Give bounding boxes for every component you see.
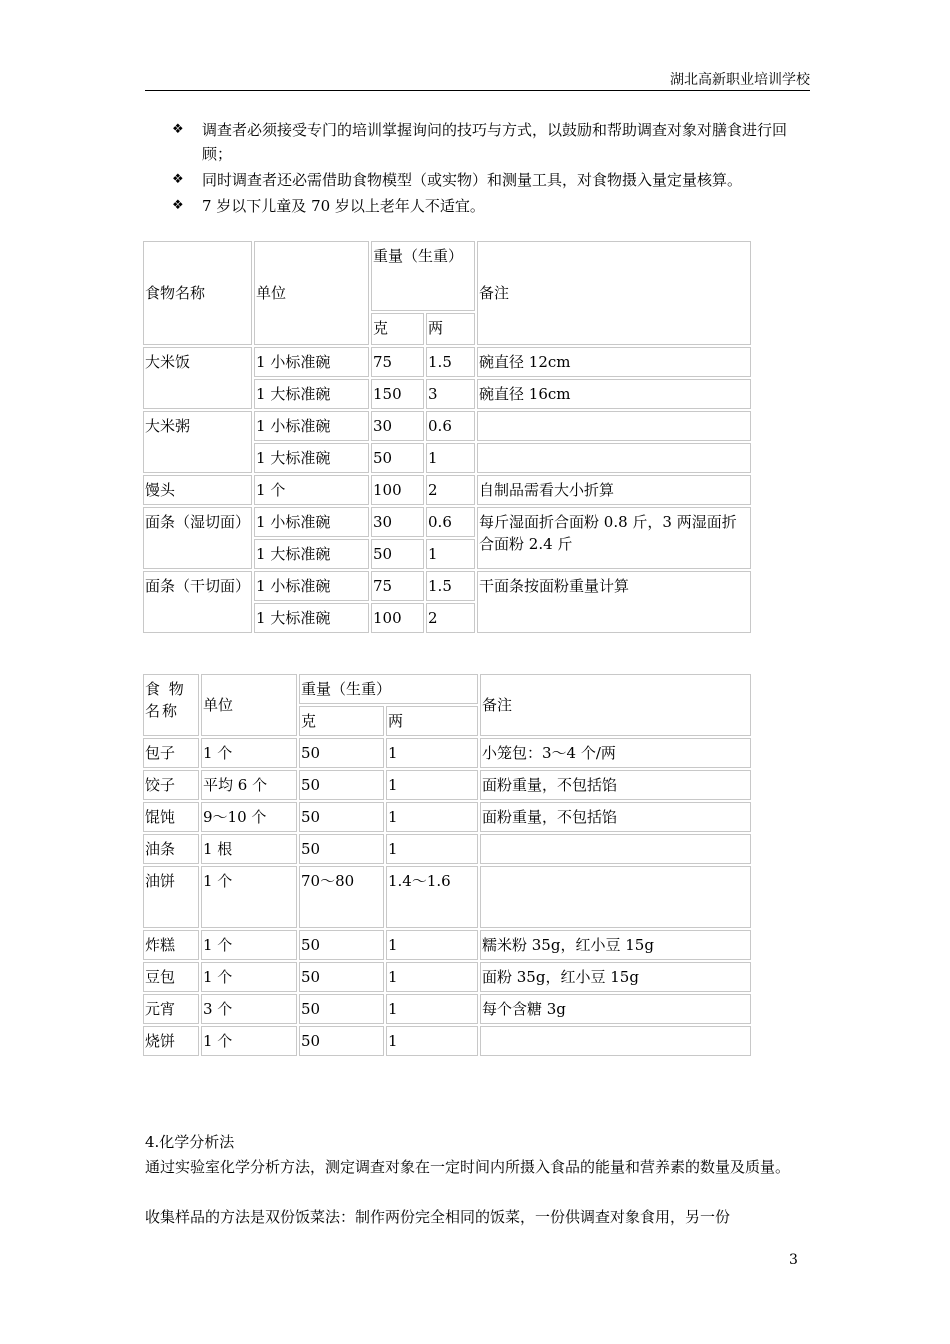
cell-unit: 平均 6 个 xyxy=(201,770,297,800)
cell-liang: 1 xyxy=(386,1026,478,1056)
cell-unit: 1 个 xyxy=(254,475,369,505)
table-row xyxy=(143,347,751,377)
cell-gram: 50 xyxy=(299,802,384,832)
cell-liang: 1.5 xyxy=(426,571,475,601)
diamond-bullet-icon: ❖ xyxy=(172,172,184,187)
table-header-row xyxy=(143,674,751,704)
table-header-row xyxy=(143,241,751,311)
cell-unit: 9～10 个 xyxy=(201,802,297,832)
cell-gram: 50 xyxy=(299,962,384,992)
cell-gram: 50 xyxy=(371,539,424,569)
cell-liang: 1 xyxy=(386,962,478,992)
diamond-bullet-icon: ❖ xyxy=(172,122,184,137)
table-row xyxy=(143,770,751,800)
cell-unit: 1 小标准碗 xyxy=(254,571,369,601)
table-row xyxy=(143,962,751,992)
cell-unit: 1 大标准碗 xyxy=(254,379,369,409)
cell-note: 每个含糖 3g xyxy=(480,994,751,1024)
cell-liang: 0.6 xyxy=(426,507,475,537)
cell-unit: 3 个 xyxy=(201,994,297,1024)
paragraph: 收集样品的方法是双份饭菜法：制作两份完全相同的饭菜，一份供调查对象食用，另一份 xyxy=(145,1208,731,1226)
table-row xyxy=(143,866,751,928)
cell-liang: 3 xyxy=(426,379,475,409)
cell-note xyxy=(480,834,751,864)
page-header xyxy=(145,72,810,91)
cell-gram: 75 xyxy=(371,347,424,377)
table-row xyxy=(143,802,751,832)
bullet-item xyxy=(170,194,810,218)
cell-food-name: 饺子 xyxy=(143,770,199,800)
food-portion-table-2 xyxy=(141,672,753,1058)
cell-note: 面粉 35g，红小豆 15g xyxy=(480,962,751,992)
cell-gram: 100 xyxy=(371,475,424,505)
cell-food-name: 馄饨 xyxy=(143,802,199,832)
cell-gram: 150 xyxy=(371,379,424,409)
table-row xyxy=(143,507,751,537)
header-gram: 克 xyxy=(299,706,384,736)
cell-unit: 1 个 xyxy=(201,738,297,768)
table-row xyxy=(143,1026,751,1056)
cell-liang: 1 xyxy=(386,738,478,768)
header-food-name: 食物名称 xyxy=(143,241,252,345)
cell-liang: 1 xyxy=(386,834,478,864)
cell-gram: 50 xyxy=(371,443,424,473)
cell-gram: 30 xyxy=(371,507,424,537)
bullet-list xyxy=(170,118,810,220)
header-liang: 两 xyxy=(426,313,475,345)
cell-liang: 1 xyxy=(386,930,478,960)
cell-note: 糯米粉 35g，红小豆 15g xyxy=(480,930,751,960)
cell-gram: 75 xyxy=(371,571,424,601)
cell-note xyxy=(480,1026,751,1056)
cell-food-name: 面条（干切面） xyxy=(143,571,252,633)
cell-unit: 1 大标准碗 xyxy=(254,539,369,569)
table-row xyxy=(143,738,751,768)
header-liang: 两 xyxy=(386,706,478,736)
cell-gram: 50 xyxy=(299,994,384,1024)
cell-gram: 50 xyxy=(299,738,384,768)
cell-food-name: 炸糕 xyxy=(143,930,199,960)
page-number: 3 xyxy=(789,1252,798,1268)
cell-unit: 1 小标准碗 xyxy=(254,347,369,377)
cell-food-name: 豆包 xyxy=(143,962,199,992)
cell-unit: 1 个 xyxy=(201,1026,297,1056)
cell-note: 干面条按面粉重量计算 xyxy=(477,571,751,633)
bullet-text: 7 岁以下儿童及 70 岁以上老年人不适宜。 xyxy=(202,197,485,215)
cell-food-name: 元宵 xyxy=(143,994,199,1024)
cell-note: 碗直径 12cm xyxy=(477,347,751,377)
cell-liang: 0.6 xyxy=(426,411,475,441)
cell-liang: 1.5 xyxy=(426,347,475,377)
bullet-item xyxy=(170,168,810,192)
cell-unit: 1 大标准碗 xyxy=(254,603,369,633)
section-title: 4.化学分析法 xyxy=(145,1133,235,1151)
cell-note: 自制品需看大小折算 xyxy=(477,475,751,505)
cell-unit: 1 小标准碗 xyxy=(254,507,369,537)
cell-liang: 2 xyxy=(426,603,475,633)
cell-note xyxy=(477,411,751,441)
cell-unit: 1 个 xyxy=(201,866,297,928)
cell-gram: 50 xyxy=(299,834,384,864)
cell-gram: 50 xyxy=(299,930,384,960)
cell-liang: 1 xyxy=(386,770,478,800)
cell-liang: 1 xyxy=(426,443,475,473)
cell-liang: 1 xyxy=(386,802,478,832)
cell-liang: 2 xyxy=(426,475,475,505)
cell-unit: 1 个 xyxy=(201,930,297,960)
header-food-name: 食 物 名称 xyxy=(143,674,199,736)
cell-gram: 30 xyxy=(371,411,424,441)
cell-food-name: 大米饭 xyxy=(143,347,252,409)
cell-unit: 1 个 xyxy=(201,962,297,992)
table-row xyxy=(143,994,751,1024)
cell-liang: 1 xyxy=(386,994,478,1024)
cell-unit: 1 根 xyxy=(201,834,297,864)
cell-gram: 70～80 xyxy=(299,866,384,928)
table-row xyxy=(143,930,751,960)
cell-food-name: 油饼 xyxy=(143,866,199,928)
bullet-text: 同时调查者还必需借助食物模型（或实物）和测量工具，对食物摄入量定量核算。 xyxy=(202,171,743,189)
header-note: 备注 xyxy=(480,674,751,736)
header-gram: 克 xyxy=(371,313,424,345)
paragraph: 通过实验室化学分析方法，测定调查对象在一定时间内所摄入食品的能量和营养素的数量及质量。 xyxy=(145,1158,791,1176)
header-weight: 重量（生重） xyxy=(299,674,478,704)
cell-gram: 100 xyxy=(371,603,424,633)
diamond-bullet-icon: ❖ xyxy=(172,198,184,213)
bullet-item xyxy=(170,118,810,166)
cell-liang: 1 xyxy=(426,539,475,569)
cell-note: 面粉重量，不包括馅 xyxy=(480,770,751,800)
header-unit: 单位 xyxy=(254,241,369,345)
table-row xyxy=(143,411,751,441)
cell-note xyxy=(480,866,751,928)
table-row xyxy=(143,571,751,601)
cell-food-name: 面条（湿切面） xyxy=(143,507,252,569)
cell-food-name: 馒头 xyxy=(143,475,252,505)
cell-gram: 50 xyxy=(299,1026,384,1056)
cell-food-name: 包子 xyxy=(143,738,199,768)
cell-unit: 1 小标准碗 xyxy=(254,411,369,441)
food-portion-table-1 xyxy=(141,239,753,635)
header-note: 备注 xyxy=(477,241,751,345)
cell-food-name: 大米粥 xyxy=(143,411,252,473)
header-weight: 重量（生重） xyxy=(371,241,475,311)
cell-liang: 1.4～1.6 xyxy=(386,866,478,928)
cell-unit: 1 大标准碗 xyxy=(254,443,369,473)
cell-note: 面粉重量，不包括馅 xyxy=(480,802,751,832)
header-unit: 单位 xyxy=(201,674,297,736)
cell-note: 碗直径 16cm xyxy=(477,379,751,409)
cell-food-name: 油条 xyxy=(143,834,199,864)
cell-note: 小笼包：3～4 个/两 xyxy=(480,738,751,768)
table-row xyxy=(143,475,751,505)
cell-note xyxy=(477,443,751,473)
bullet-text: 调查者必须接受专门的培训掌握询问的技巧与方式，以鼓励和帮助调查对象对膳食进行回顾； xyxy=(202,121,788,163)
cell-food-name: 烧饼 xyxy=(143,1026,199,1056)
table-row xyxy=(143,834,751,864)
cell-note: 每斤湿面折合面粉 0.8 斤，3 两湿面折合面粉 2.4 斤 xyxy=(477,507,751,569)
header-school-name: 湖北高新职业培训学校 xyxy=(670,72,810,88)
cell-gram: 50 xyxy=(299,770,384,800)
